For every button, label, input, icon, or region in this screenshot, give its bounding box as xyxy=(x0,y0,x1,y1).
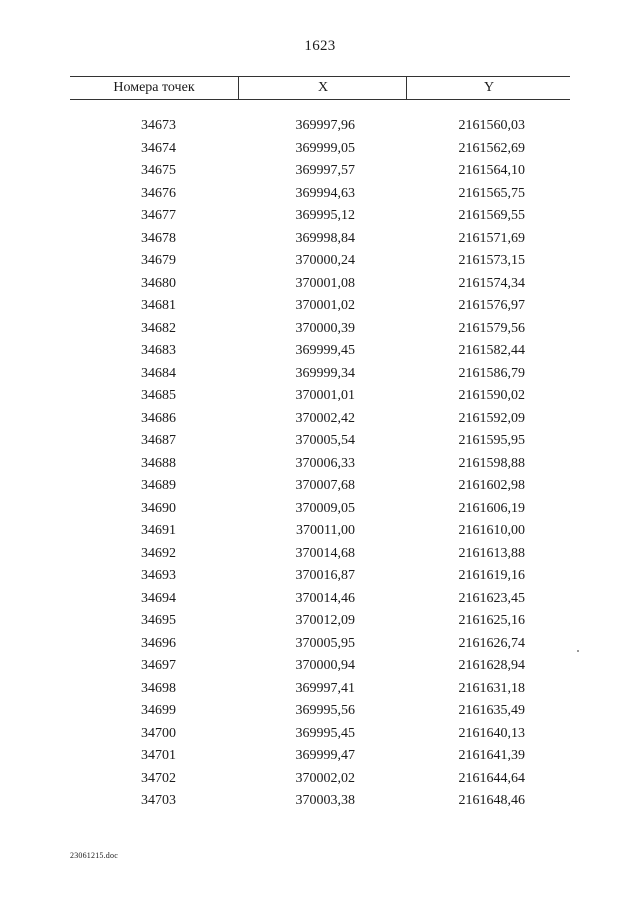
point-number-cell: 34693 xyxy=(141,568,176,583)
x-value-cell: 369995,45 xyxy=(295,725,355,741)
y-value-cell: 2161648,46 xyxy=(458,793,525,808)
y-value-cell: 2161602,98 xyxy=(458,478,525,493)
y-value-cell: 2161592,09 xyxy=(458,410,525,426)
coordinates-table-body xyxy=(0,115,640,813)
point-number-cell: 34676 xyxy=(141,185,176,201)
point-number-cell: 34675 xyxy=(141,163,176,178)
table-row xyxy=(0,115,640,138)
x-value-cell: 370009,05 xyxy=(295,500,355,516)
point-number-cell: 34686 xyxy=(141,410,176,426)
x-value-cell: 369999,34 xyxy=(295,365,355,381)
table-row xyxy=(0,363,640,386)
x-value-cell: 369997,96 xyxy=(295,118,355,133)
y-value-cell: 2161569,55 xyxy=(458,208,525,223)
table-header xyxy=(70,76,570,100)
y-value-cell: 2161562,69 xyxy=(458,140,525,156)
table-row xyxy=(0,250,640,273)
y-value-cell: 2161606,19 xyxy=(458,500,525,516)
table-row xyxy=(0,340,640,363)
y-value-cell: 2161560,03 xyxy=(458,118,525,133)
y-value-cell: 2161625,16 xyxy=(458,613,525,628)
point-number-cell: 34698 xyxy=(141,680,176,696)
x-value-cell: 370000,39 xyxy=(295,320,355,336)
y-value-cell: 2161565,75 xyxy=(458,185,525,201)
table-row xyxy=(0,520,640,543)
point-number-cell: 34677 xyxy=(141,208,176,223)
x-value-cell: 370000,24 xyxy=(295,253,355,268)
x-value-cell: 369997,57 xyxy=(295,163,355,178)
table-row xyxy=(0,633,640,656)
x-value-cell: 370006,33 xyxy=(295,455,355,471)
header-x: X xyxy=(238,77,407,99)
x-value-cell: 370007,68 xyxy=(295,478,355,493)
table-row xyxy=(0,610,640,633)
table-row xyxy=(0,745,640,768)
table-row xyxy=(0,498,640,521)
table-row xyxy=(0,543,640,566)
scan-speck xyxy=(577,650,579,652)
point-number-cell: 34678 xyxy=(141,230,176,246)
point-number-cell: 34681 xyxy=(141,298,176,313)
table-row xyxy=(0,138,640,161)
point-number-cell: 34691 xyxy=(141,523,176,538)
page-number: 1623 xyxy=(304,38,336,54)
y-value-cell: 2161576,97 xyxy=(458,298,525,313)
point-number-cell: 34699 xyxy=(141,703,176,718)
point-number-cell: 34689 xyxy=(141,478,176,493)
y-value-cell: 2161579,56 xyxy=(458,320,525,336)
x-value-cell: 370002,02 xyxy=(295,770,355,786)
x-value-cell: 370014,46 xyxy=(295,590,355,606)
point-number-cell: 34682 xyxy=(141,320,176,336)
y-value-cell: 2161610,00 xyxy=(458,523,525,538)
y-value-cell: 2161640,13 xyxy=(458,725,525,741)
y-value-cell: 2161631,18 xyxy=(458,680,525,696)
point-number-cell: 34701 xyxy=(141,748,176,763)
table-row xyxy=(0,678,640,701)
x-value-cell: 369995,12 xyxy=(295,208,355,223)
table-row xyxy=(0,228,640,251)
point-number-cell: 34697 xyxy=(141,658,176,673)
table-row xyxy=(0,790,640,813)
x-value-cell: 370005,54 xyxy=(295,433,355,448)
y-value-cell: 2161574,34 xyxy=(458,275,525,291)
point-number-cell: 34692 xyxy=(141,545,176,561)
y-value-cell: 2161641,39 xyxy=(458,748,525,763)
point-number-cell: 34688 xyxy=(141,455,176,471)
y-value-cell: 2161571,69 xyxy=(458,230,525,246)
table-row xyxy=(0,588,640,611)
x-value-cell: 370001,08 xyxy=(295,275,355,291)
y-value-cell: 2161590,02 xyxy=(458,388,525,403)
table-row xyxy=(0,655,640,678)
point-number-cell: 34673 xyxy=(141,118,176,133)
table-row xyxy=(0,205,640,228)
x-value-cell: 369998,84 xyxy=(295,230,355,246)
point-number-cell: 34683 xyxy=(141,343,176,358)
x-value-cell: 369999,47 xyxy=(295,748,355,763)
x-value-cell: 369999,45 xyxy=(295,343,355,358)
point-number-cell: 34680 xyxy=(141,275,176,291)
x-value-cell: 370005,95 xyxy=(295,635,355,651)
table-row xyxy=(0,768,640,791)
x-value-cell: 370014,68 xyxy=(295,545,355,561)
point-number-cell: 34695 xyxy=(141,613,176,628)
y-value-cell: 2161582,44 xyxy=(458,343,525,358)
point-number-cell: 34674 xyxy=(141,140,176,156)
x-value-cell: 369999,05 xyxy=(295,140,355,156)
point-number-cell: 34700 xyxy=(141,725,176,741)
header-y: Y xyxy=(406,77,571,99)
table-row xyxy=(0,160,640,183)
point-number-cell: 34702 xyxy=(141,770,176,786)
table-row xyxy=(0,273,640,296)
y-value-cell: 2161613,88 xyxy=(458,545,525,561)
point-number-cell: 34690 xyxy=(141,500,176,516)
x-value-cell: 370012,09 xyxy=(295,613,355,628)
table-row xyxy=(0,430,640,453)
table-row xyxy=(0,565,640,588)
x-value-cell: 370001,01 xyxy=(295,388,355,403)
y-value-cell: 2161598,88 xyxy=(458,455,525,471)
point-number-cell: 34696 xyxy=(141,635,176,651)
y-value-cell: 2161586,79 xyxy=(458,365,525,381)
y-value-cell: 2161628,94 xyxy=(458,658,525,673)
point-number-cell: 34684 xyxy=(141,365,176,381)
point-number-cell: 34687 xyxy=(141,433,176,448)
x-value-cell: 370003,38 xyxy=(295,793,355,808)
x-value-cell: 370000,94 xyxy=(295,658,355,673)
y-value-cell: 2161635,49 xyxy=(458,703,525,718)
x-value-cell: 370011,00 xyxy=(296,523,355,538)
table-row xyxy=(0,318,640,341)
y-value-cell: 2161644,64 xyxy=(458,770,525,786)
y-value-cell: 2161573,15 xyxy=(458,253,525,268)
table-row xyxy=(0,295,640,318)
point-number-cell: 34694 xyxy=(141,590,176,606)
table-row xyxy=(0,453,640,476)
y-value-cell: 2161595,95 xyxy=(458,433,525,448)
x-value-cell: 369995,56 xyxy=(295,703,355,718)
point-number-cell: 34703 xyxy=(141,793,176,808)
x-value-cell: 369997,41 xyxy=(295,680,355,696)
table-row xyxy=(0,723,640,746)
footer-filename: 23061215.doc xyxy=(70,851,118,860)
x-value-cell: 370016,87 xyxy=(295,568,355,583)
x-value-cell: 370002,42 xyxy=(295,410,355,426)
table-row xyxy=(0,475,640,498)
y-value-cell: 2161623,45 xyxy=(458,590,525,606)
table-row xyxy=(0,700,640,723)
table-row xyxy=(0,385,640,408)
point-number-cell: 34685 xyxy=(141,388,176,403)
table-row xyxy=(0,183,640,206)
header-point-numbers: Номера точек xyxy=(113,80,195,95)
point-number-cell: 34679 xyxy=(141,253,176,268)
y-value-cell: 2161564,10 xyxy=(458,163,525,178)
x-value-cell: 369994,63 xyxy=(295,185,355,201)
y-value-cell: 2161626,74 xyxy=(458,635,525,651)
x-value-cell: 370001,02 xyxy=(295,298,355,313)
table-row xyxy=(0,408,640,431)
y-value-cell: 2161619,16 xyxy=(458,568,525,583)
